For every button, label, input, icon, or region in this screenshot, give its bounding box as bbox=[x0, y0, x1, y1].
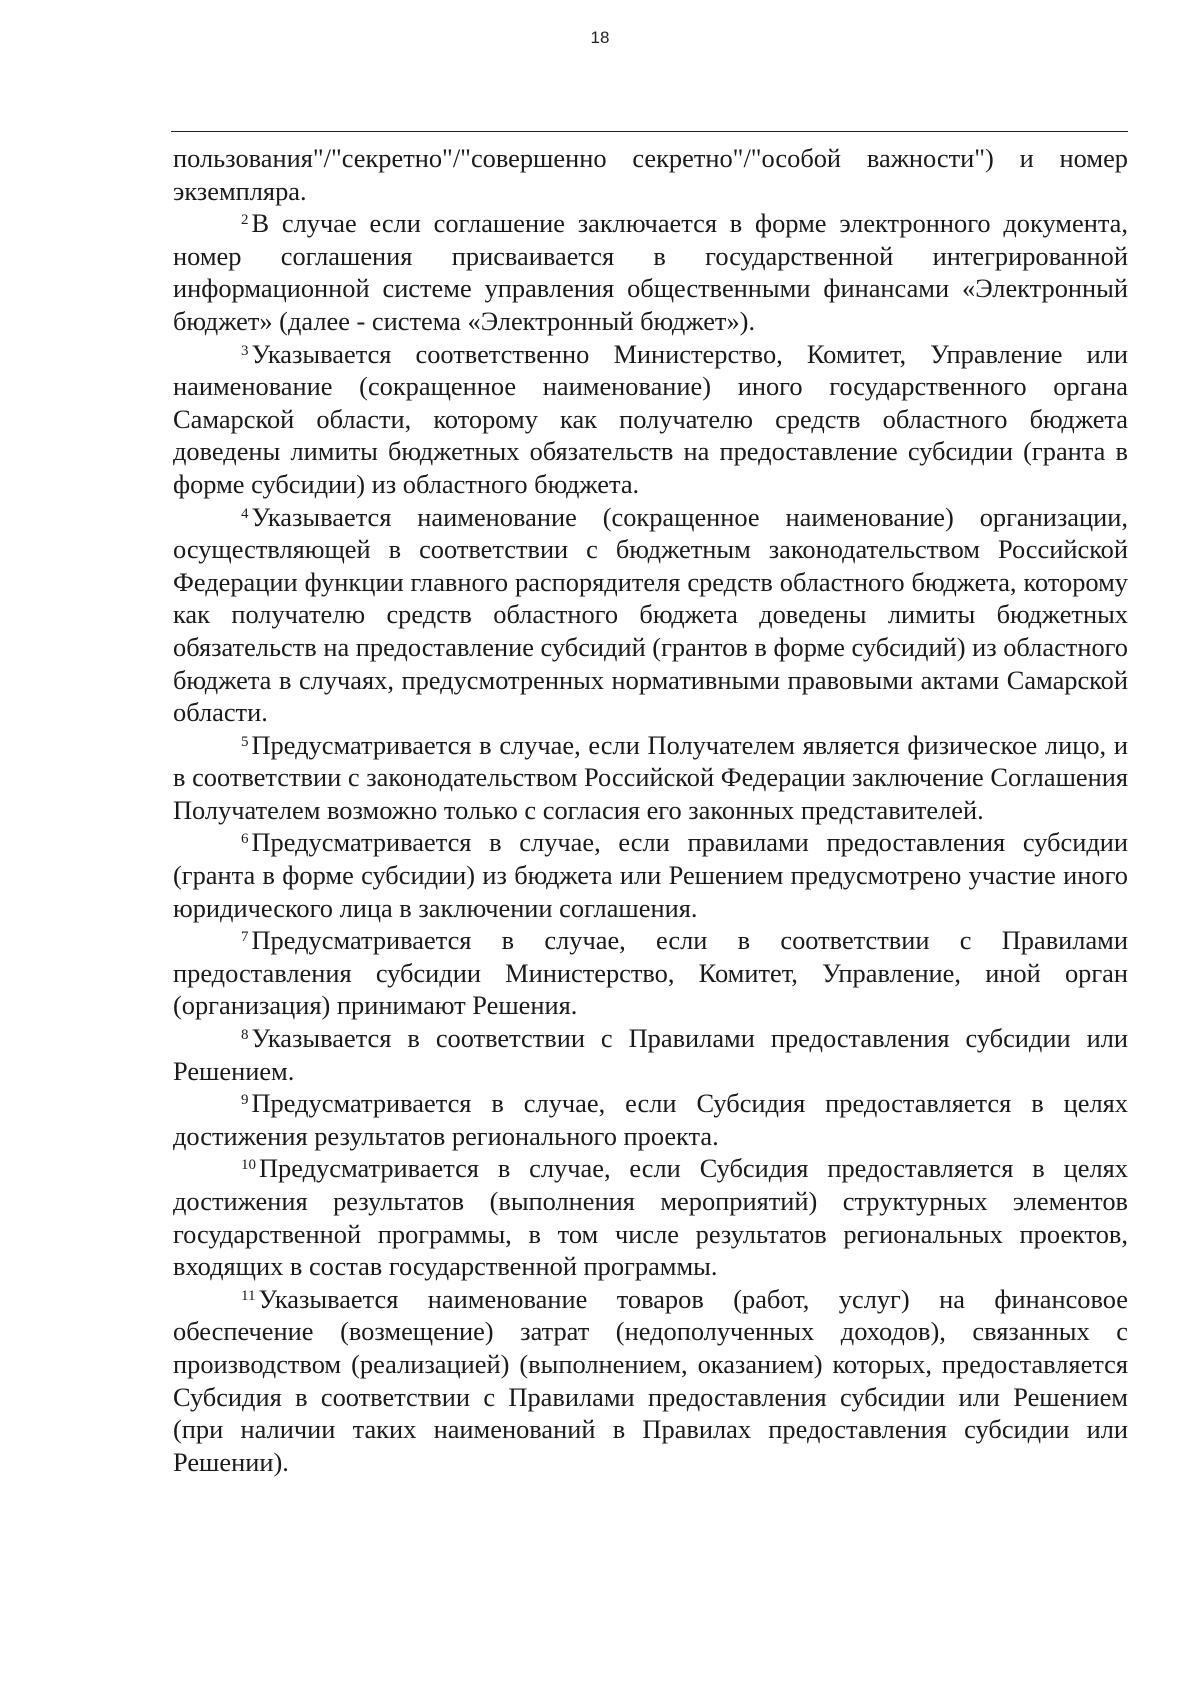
footnote-3 bbox=[173, 338, 1128, 501]
footnote-text: Указывается в соответствии с Правилами предоставления субсидии или Решением. bbox=[173, 1023, 1128, 1086]
footnote-text: Предусматривается в случае, если правилами предоставления субсидии (гранта в форме субсидии) из бюджета или Решением предусмотрено участие иного юридического лица в заключении соглашения. bbox=[173, 827, 1128, 923]
footnote-number: 10 bbox=[241, 1157, 256, 1174]
footnote-4 bbox=[173, 501, 1128, 729]
footnote-text: Предусматривается в случае, если Субсидия предоставляется в целях достижения результатов (выполнения мероприятий) структурных элементов государственной программы, в том числе результатов региональных проектов, входящих в состав государственной программы. bbox=[173, 1153, 1128, 1282]
continuation-text: пользования"/"секретно"/"совершенно секретно"/"особой важности") и номер экземпляра. bbox=[173, 143, 1128, 206]
footnote-number: 9 bbox=[241, 1092, 249, 1109]
footnote-6 bbox=[173, 826, 1128, 924]
footnote-text: Указывается наименование (сокращенное наименование) организации, осуществляющей в соответствии с бюджетным законодательством Российской Федерации функции главного распорядителя средств областного бюджета, которому как получателю средств областного бюджета доведены лимиты бюджетных обязательств на предоставление субсидий (грантов в форме субсидий) из областного бюджета в случаях, предусмотренных нормативными правовыми актами Самарской области. bbox=[173, 501, 1128, 728]
footnote-number: 6 bbox=[241, 831, 249, 848]
footnote-number: 4 bbox=[241, 505, 249, 522]
footnote-text: Указывается наименование товаров (работ, услуг) на финансовое обеспечение (возмещение) затрат (недополученных доходов), связанных с производством (реализацией) (выполнением, оказанием) которых, предоставляется Субсидия в соответствии с Правилами предоставления субсидии или Решением (при наличии таких наименований в Правилах предоставления субсидии или Решении). bbox=[173, 1283, 1128, 1477]
footnote-text: Указывается соответственно Министерство, Комитет, Управление или наименование (сокращенное наименование) иного государственного органа Самарской области, которому как получателю средств областного бюджета доведены лимиты бюджетных обязательств на предоставление субсидии (гранта в форме субсидии) из областного бюджета. bbox=[173, 338, 1128, 499]
footnote-number: 5 bbox=[241, 733, 249, 750]
footnotes-block bbox=[173, 142, 1128, 1478]
footnote-10 bbox=[173, 1152, 1128, 1282]
footnote-11 bbox=[173, 1283, 1128, 1479]
footnote-5 bbox=[173, 729, 1128, 827]
footnote-9 bbox=[173, 1087, 1128, 1152]
footnote-number: 2 bbox=[241, 212, 249, 229]
footnote-2 bbox=[173, 207, 1128, 337]
footnote-text: В случае если соглашение заключается в форме электронного документа, номер соглашения присваивается в государственной интегрированной информационной системе управления общественными финансами «Электронный бюджет» (далее - система «Электронный бюджет»). bbox=[173, 208, 1128, 336]
footnote-separator bbox=[171, 131, 1128, 132]
footnote-number: 8 bbox=[241, 1027, 249, 1044]
footnote-8 bbox=[173, 1022, 1128, 1087]
footnote-text: Предусматривается в случае, если Получателем является физическое лицо, и в соответствии с законодательством Российской Федерации заключение Соглашения Получателем возможно только с согласия его законных представителей. bbox=[173, 729, 1128, 825]
footnote-7 bbox=[173, 924, 1128, 1022]
footnote-text: Предусматривается в случае, если Субсидия предоставляется в целях достижения результатов регионального проекта. bbox=[173, 1088, 1128, 1151]
footnote-number: 7 bbox=[241, 929, 249, 946]
footnote-number: 11 bbox=[241, 1287, 256, 1304]
footnote-text: Предусматривается в случае, если в соответствии с Правилами предоставления субсидии Министерство, Комитет, Управление, иной орган (организация) принимают Решения. bbox=[173, 925, 1128, 1021]
footnote-number: 3 bbox=[241, 342, 249, 359]
page-number: 18 bbox=[590, 28, 610, 47]
